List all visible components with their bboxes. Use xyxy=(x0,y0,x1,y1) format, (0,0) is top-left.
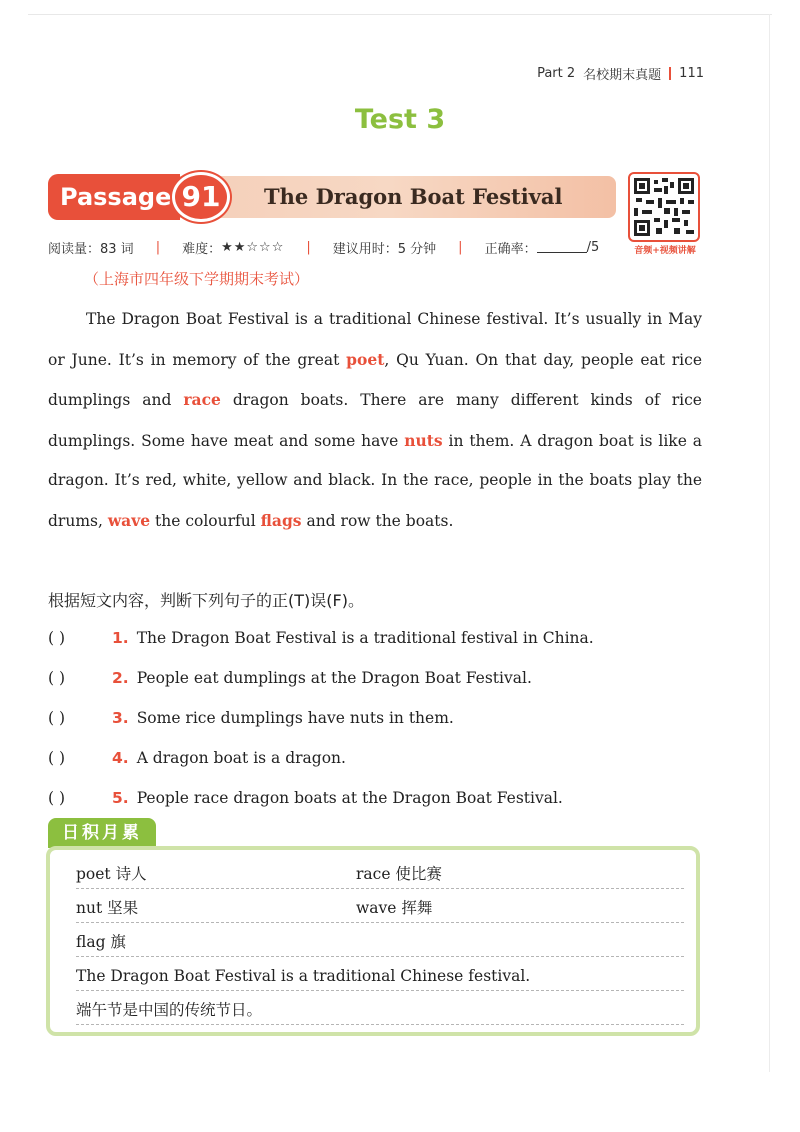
passage-segment: The Dragon Boat Festival is a traditional Chinese festival. It’s usually in May or June. It’s in memory of the great xyxy=(48,310,702,369)
vocab-entry: race 使比赛 xyxy=(356,865,442,883)
vocab-highlight: poet xyxy=(346,349,385,369)
instruction: 根据短文内容，判断下列句子的正(T)误(F)。 xyxy=(48,591,364,610)
qr-code-graphic xyxy=(634,178,694,236)
meta-divider: | xyxy=(155,240,161,255)
meta-divider: | xyxy=(458,240,463,255)
vocab-highlight: wave xyxy=(107,510,151,530)
vocab-highlight: race xyxy=(183,390,221,409)
vocab-row xyxy=(76,962,684,991)
answer-blank[interactable]: ( ) xyxy=(48,669,66,687)
question-text: A dragon boat is a dragon. xyxy=(136,749,346,767)
header-part: Part 2 xyxy=(537,66,576,81)
passage-segment: the colourful xyxy=(150,511,261,530)
question-number: 1. xyxy=(112,629,129,647)
vocab-row xyxy=(76,996,684,1025)
question-number: 4. xyxy=(112,749,129,767)
vocab-entry: wave 挥舞 xyxy=(356,899,433,917)
question-text: People race dragon boats at the Dragon Boat Festival. xyxy=(136,789,563,807)
vocab-entry: nut 坚果 xyxy=(76,899,139,917)
passage-number: 91 xyxy=(172,172,230,222)
question-item xyxy=(48,658,708,698)
vocab-tab: 日积月累 xyxy=(48,818,156,848)
page-edge-right xyxy=(769,14,770,1072)
answer-blank[interactable]: ( ) xyxy=(48,789,66,807)
vocab-box xyxy=(46,846,700,1036)
vocab-row xyxy=(76,860,684,889)
vocab-translation: 端午节是中国的传统节日。 xyxy=(76,1001,263,1019)
qr-code-icon[interactable] xyxy=(628,172,700,242)
passage-text xyxy=(48,300,702,541)
suggested-time: 建议用时：5 分钟 xyxy=(332,242,437,257)
question-number: 5. xyxy=(112,789,129,807)
answer-blank[interactable]: ( ) xyxy=(48,709,66,727)
question-text: The Dragon Boat Festival is a traditional festival in China. xyxy=(136,629,594,647)
passage-title: The Dragon Boat Festival xyxy=(264,184,563,209)
page-number: 111 xyxy=(679,66,704,81)
exam-source: （上海市四年级下学期期末考试） xyxy=(84,270,310,288)
meta-divider: | xyxy=(306,240,311,255)
vocab-highlight: nuts xyxy=(404,430,443,450)
question-text: Some rice dumplings have nuts in them. xyxy=(136,709,454,727)
header-divider xyxy=(669,67,671,80)
question-item xyxy=(48,778,708,818)
passage-segment: , Qu Yuan. On that day, people eat rice dumplings and xyxy=(48,350,702,409)
vocab-highlight: flags xyxy=(260,510,302,530)
question-item xyxy=(48,738,708,778)
question-item xyxy=(48,618,708,658)
accuracy-blank[interactable] xyxy=(537,242,587,253)
accuracy-label: 正确率： xyxy=(484,242,537,257)
passage-segment: dragon boats. There are many different kinds of rice dumplings. Some have meat and some have xyxy=(48,391,702,450)
question-number: 2. xyxy=(112,669,129,687)
passage-meta xyxy=(48,238,599,257)
test-title: Test 3 xyxy=(354,104,446,135)
passage-segment: and row the boats. xyxy=(301,511,454,530)
vocab-row xyxy=(76,894,684,923)
page-header xyxy=(537,64,704,83)
difficulty-label: 难度： xyxy=(182,242,222,257)
vocab-entry: poet 诗人 xyxy=(76,865,147,883)
passage-label: Passage xyxy=(48,174,180,220)
qr-caption: 音频+视频讲解 xyxy=(634,246,696,256)
word-count: 阅读量：83 词 xyxy=(48,242,134,257)
vocab-sentence: The Dragon Boat Festival is a traditional Chinese festival. xyxy=(76,967,531,985)
answer-blank[interactable]: ( ) xyxy=(48,629,66,647)
difficulty-stars-icon: ★★☆☆☆ xyxy=(221,240,285,255)
vocab-row xyxy=(76,928,684,957)
question-item xyxy=(48,698,708,738)
question-list xyxy=(48,618,708,818)
header-section: 名校期末真题 xyxy=(583,68,662,83)
question-text: People eat dumplings at the Dragon Boat Festival. xyxy=(136,669,532,687)
page-edge-top xyxy=(28,14,772,15)
answer-blank[interactable]: ( ) xyxy=(48,749,66,767)
vocab-entry: flag 旗 xyxy=(76,933,126,951)
accuracy-total: /5 xyxy=(586,240,600,255)
passage-segment: in them. A dragon boat is like a dragon. It’s red, white, yellow and black. In the race, people in the boats play the drums, xyxy=(48,431,702,530)
question-number: 3. xyxy=(112,709,129,727)
